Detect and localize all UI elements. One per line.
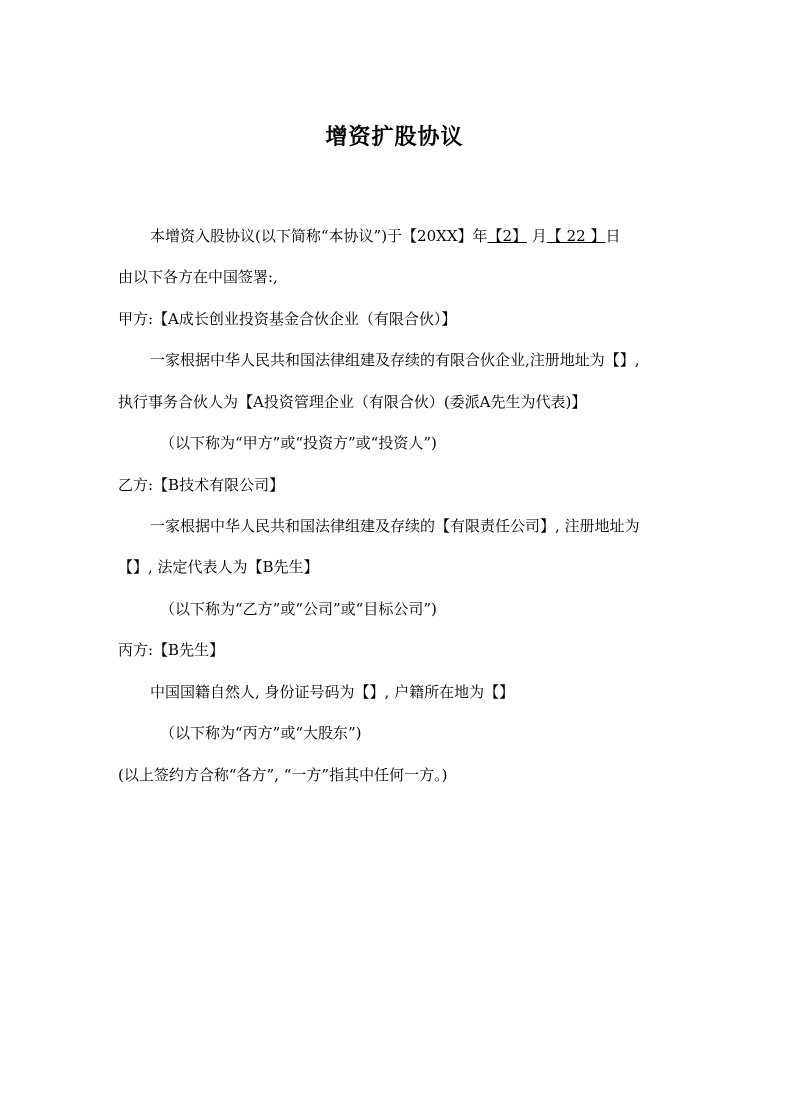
intro-prefix: 本增资入股协议(以下简称“本协议”)于 (150, 227, 403, 245)
party-a-description-1: 一家根据中华人民共和国法律组建及存续的有限合伙企业,注册地址为【】, (150, 351, 640, 369)
intro-month-unit: 月 (527, 227, 547, 245)
party-b-heading: 乙方:【B技术有限公司】 (118, 476, 285, 494)
intro-year: 【20XX】 (402, 227, 473, 245)
intro-day: 【 22 】 (546, 227, 606, 245)
intro-month: 【2】 (487, 227, 528, 245)
intro-day-unit: 日 (605, 227, 621, 245)
party-c-heading: 丙方:【B先生】 (118, 641, 225, 659)
party-b-description-2: 【】, 法定代表人为【B先生】 (118, 558, 319, 576)
party-c-alias: （以下称为“丙方”或“大股东”) (160, 724, 362, 742)
party-c-description-1: 中国国籍自然人, 身份证号码为【】, 户籍所在地为【】 (150, 683, 515, 701)
party-b-alias: （以下称为“乙方”或“公司”或“目标公司”) (160, 600, 437, 618)
party-a-alias: （以下称为“甲方”或“投资方”或“投资人”) (160, 434, 437, 452)
party-a-description-2: 执行事务合伙人为【A投资管理企业（有限合伙）(委派A先生为代表)】 (118, 393, 587, 411)
party-a-heading: 甲方:【A成长创业投资基金合伙企业（有限合伙）】 (118, 310, 457, 328)
party-b-description-1: 一家根据中华人民共和国法律组建及存续的【有限责任公司】, 注册地址为 (150, 517, 640, 535)
intro-line-1 (150, 226, 620, 246)
intro-year-unit: 年 (472, 227, 488, 245)
intro-line-2: 由以下各方在中国签署:, (118, 268, 278, 286)
closing-note: (以上签约方合称“各方”, “一方”指其中任何一方。) (118, 766, 448, 784)
document-title: 增资扩股协议 (325, 124, 464, 150)
